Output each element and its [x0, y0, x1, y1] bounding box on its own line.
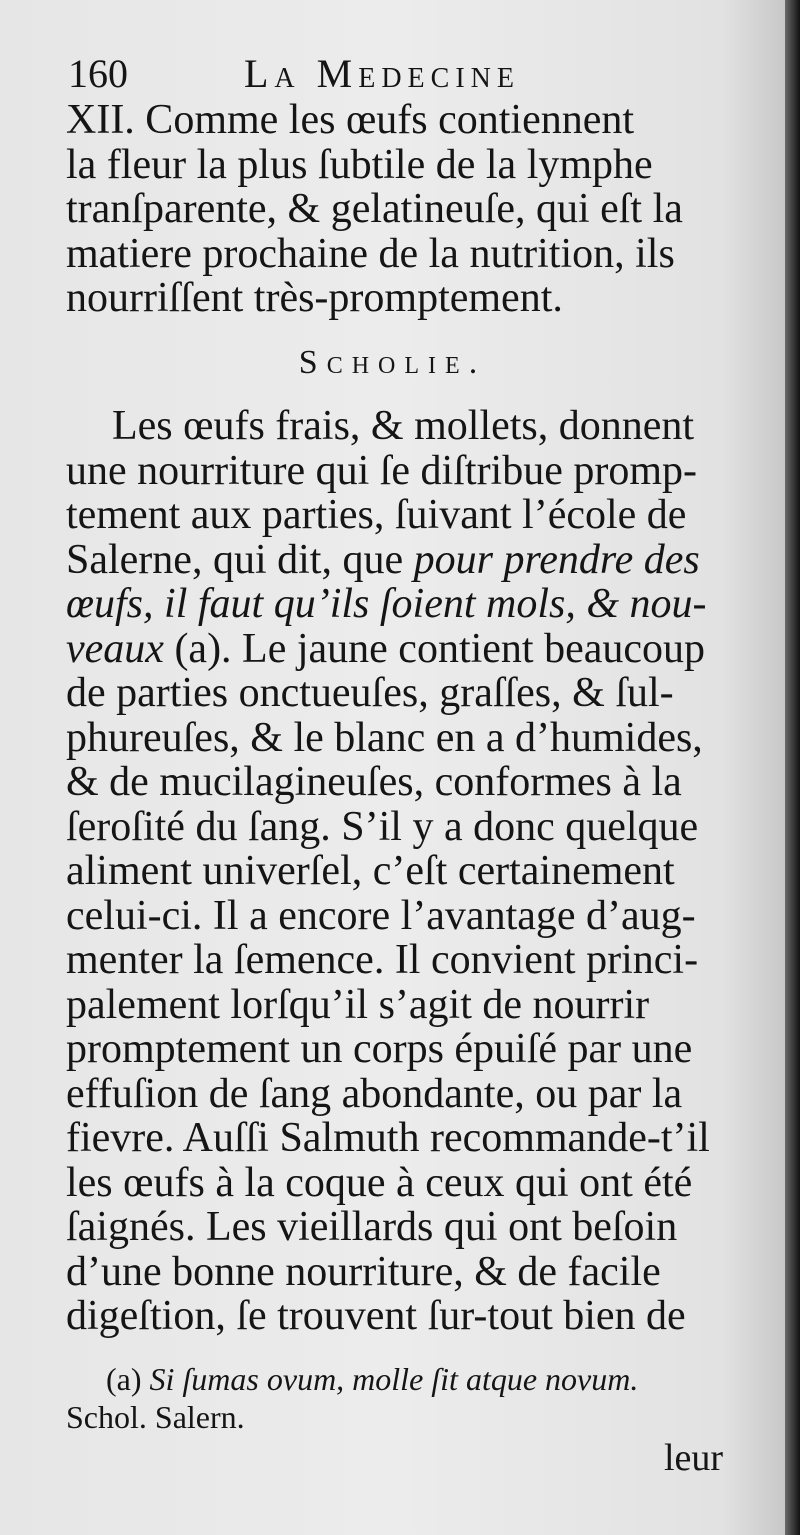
text-italic: veaux — [66, 625, 164, 672]
book-gutter-shadow — [785, 0, 800, 1535]
text-line — [66, 538, 728, 583]
text-italic: pour prendre des — [413, 536, 700, 583]
footnote-line — [66, 1360, 746, 1398]
text-line: Les œufs frais, & mollets, donnent — [112, 403, 695, 449]
text-line: XII. Comme les œufs contiennent — [66, 97, 635, 143]
text-line: digeſtion, ſe trouvent ſur-tout bien de — [66, 1293, 686, 1339]
scholie-paragraph — [66, 404, 728, 1339]
text-line: tement aux parties, ſuivant l’école de — [66, 492, 687, 538]
text-line: tranſparente, & gelatineuſe, qui eſt la — [66, 186, 683, 232]
text-line: celui-ci. Il a encore l’avantage d’aug- — [66, 892, 696, 939]
footnote-marker: (a) — [106, 1361, 142, 1397]
text-line: ſeroſité du ſang. S’il y a donc quelque — [66, 803, 699, 850]
footnote-quote: Si ſumas ovum, molle ſit atque novum. — [149, 1361, 639, 1397]
text-line: la fleur la plus ſubtile de la lymphe — [66, 141, 653, 188]
text-roman: Salerne, qui dit, que — [66, 536, 414, 583]
text-line: & de mucilagineuſes, conformes à la — [66, 759, 682, 805]
section-heading-scholie: Scholie. — [298, 344, 487, 381]
text-italic: œufs, il faut qu’ils ſoient mols, & nou- — [66, 581, 707, 627]
text-line: phureuſes, & le blanc en a d’humides, — [66, 714, 703, 761]
page-header — [68, 46, 718, 94]
text-line — [66, 582, 728, 627]
text-line: menter la ſemence. Il convient princi- — [66, 937, 699, 983]
footnote-source: Schol. Salern. — [66, 1399, 245, 1435]
text-line: nourriſſent très-promptement. — [66, 275, 563, 321]
text-line: ſaignés. Les vieillards qui ont beſoin — [66, 1204, 678, 1250]
text-line: fievre. Auſſi Salmuth recommande-t’il — [66, 1115, 710, 1161]
running-title: La Medecine — [244, 51, 520, 96]
text-roman: (a). Le jaune contient beaucoup — [163, 625, 706, 672]
text-line: matiere prochaine de la nutrition, ils — [66, 230, 675, 277]
text-line: promptement un corps épuiſé par une — [66, 1026, 693, 1072]
page-number: 160 — [68, 51, 128, 96]
catchword: leur — [664, 1437, 724, 1479]
text-line: palement lorſqu’il s’agit de nourrir — [66, 981, 650, 1028]
text-line: d’une bonne nourriture, & de facile — [66, 1248, 661, 1295]
text-line — [66, 627, 728, 672]
article-xii-paragraph — [66, 98, 728, 321]
text-line: une nourriture qui ſe diſtribue promp- — [66, 447, 698, 494]
text-line: aliment univerſel, c’eſt certainement — [66, 848, 675, 894]
text-line: effuſion de ſang abondante, ou par la — [66, 1070, 683, 1117]
footnote — [66, 1360, 746, 1436]
text-line: les œufs à la coque à ceux qui ont été — [66, 1159, 693, 1206]
text-line: de parties onctueuſes, graſſes, & ſul- — [66, 670, 674, 716]
